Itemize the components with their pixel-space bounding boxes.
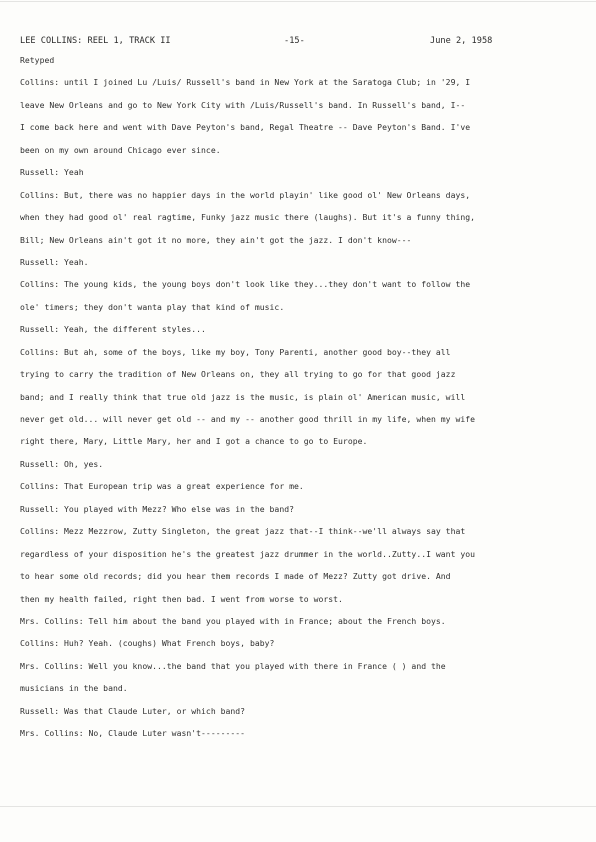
transcript-line: Mrs. Collins: Tell him about the band you played with in France; about the French boys. [20, 615, 446, 626]
transcript-line: to hear some old records; did you hear them records I made of Mezz? Zutty got drive. And [20, 571, 451, 582]
transcript-line: Russell: You played with Mezz? Who else was in the band? [20, 503, 294, 514]
transcript-line: Retyped [20, 55, 55, 65]
transcript-line: been on my own around Chicago ever since. [20, 144, 221, 155]
transcript-line: Russell: Yeah. [20, 256, 89, 267]
transcript-line: Russell: Was that Claude Luter, or which band? [20, 705, 246, 716]
page-number: -15- [284, 36, 305, 46]
transcript-line: Bill; New Orleans ain't got it no more, they ain't got the jazz. I don't know--- [20, 234, 412, 245]
transcript-line: trying to carry the tradition of New Orleans on, they all trying to go for that good jazz [20, 369, 456, 380]
header-reel-track: LEE COLLINS: REEL 1, TRACK II [20, 36, 171, 46]
transcript-line: Russell: Yeah, the different styles... [20, 324, 206, 335]
page-header [20, 36, 540, 50]
transcript-line: Mrs. Collins: Well you know...the band that you played with there in France ( ) and the [20, 660, 446, 671]
transcript-line: Russell: Oh, yes. [20, 458, 104, 469]
transcript-line: then my health failed, right then bad. I went from worse to worst. [20, 593, 343, 604]
transcript-line: regardless of your disposition he's the greatest jazz drummer in the world..Zutty..I want you [20, 548, 476, 559]
scan-edge-bottom [0, 806, 596, 807]
transcript-line: never get old... will never get old -- and my -- another good thrill in my life, when my wife [20, 414, 476, 424]
transcript-line: Collins: But ah, some of the boys, like my boy, Tony Parenti, another good boy--they all [20, 346, 451, 357]
transcript-line: ole' timers; they don't wanta play that kind of music. [20, 301, 285, 312]
transcript-line: musicians in the band. [20, 683, 128, 694]
transcript-line: Collins: But, there was no happier days in the world playin' like good ol' New Orleans days, [20, 189, 471, 200]
scan-edge-top [0, 1, 596, 2]
transcript-line: Collins: That European trip was a great experience for me. [20, 481, 304, 492]
transcript-line: Russell: Yeah [20, 167, 84, 178]
transcript-line: I come back here and went with Dave Peyton's band, Regal Theatre -- Dave Peyton's Band. I've [20, 122, 471, 133]
header-date: June 2, 1958 [430, 36, 493, 46]
transcript-line: Collins: The young kids, the young boys don't look like they...they don't want to follow the [20, 279, 471, 290]
transcript-line: right there, Mary, Little Mary, her and I got a chance to go to Europe. [20, 436, 368, 447]
transcript-line: band; and I really think that true old jazz is the music, is plain ol' American music, will [20, 391, 466, 402]
transcript-line: Mrs. Collins: No, Claude Luter wasn't--------- [20, 728, 246, 739]
transcript-line: Collins: until I joined Lu /Luis/ Russell's band in New York at the Saratoga Club; in '29, I [20, 77, 471, 88]
transcript-line: Collins: Huh? Yeah. (coughs) What French boys, baby? [20, 638, 275, 649]
transcript-line: leave New Orleans and go to New York City with /Luis/Russell's band. In Russell's band, I-- [20, 99, 466, 110]
transcript-line: Collins: Mezz Mezzrow, Zutty Singleton, the great jazz that--I think--we'll always say that [20, 526, 466, 537]
transcript-body [20, 55, 560, 751]
transcript-line: when they had good ol' real ragtime, Funky jazz music there (laughs). But it's a funny thing, [20, 212, 476, 223]
